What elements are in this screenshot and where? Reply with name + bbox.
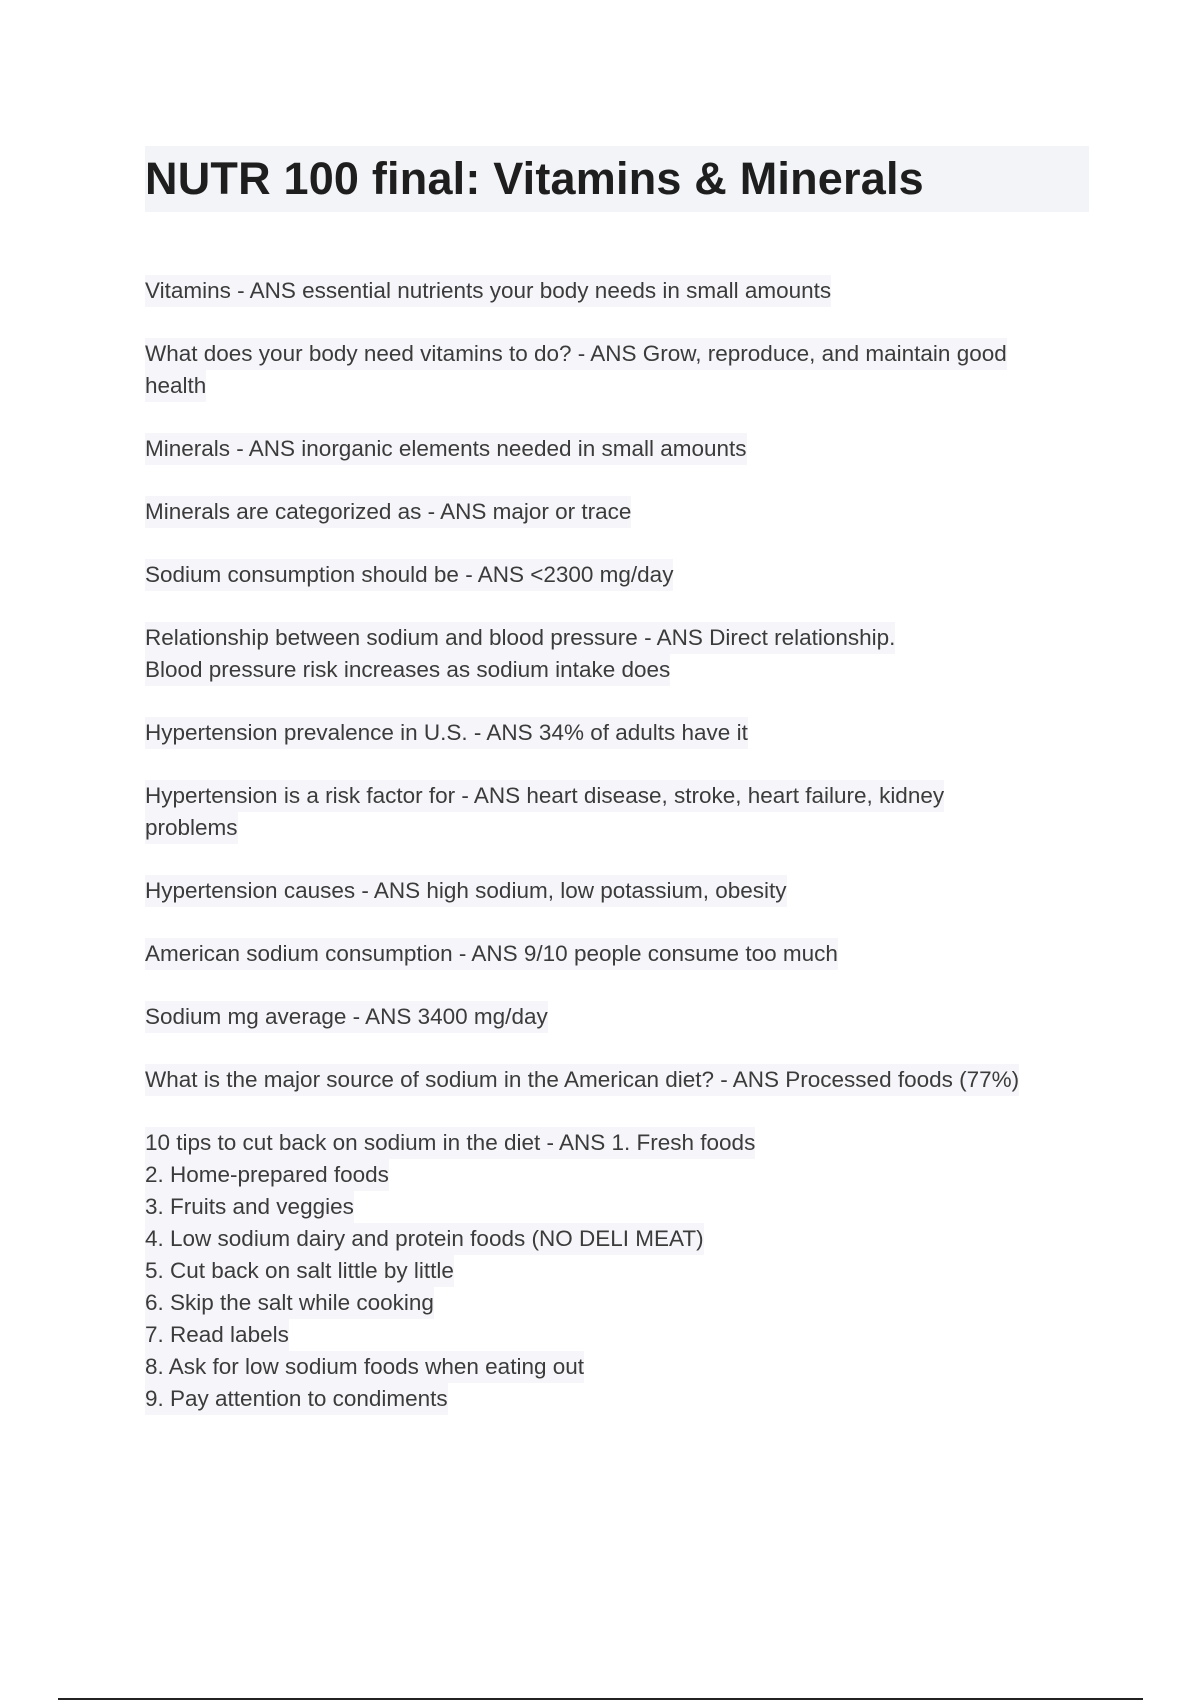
qa-item (145, 938, 1095, 970)
qa-line: What does your body need vitamins to do? - ANS Grow, reproduce, and maintain good (145, 338, 1007, 370)
qa-line: Minerals are categorized as - ANS major or trace (145, 496, 631, 528)
qa-line: problems (145, 812, 238, 844)
tip-line: 3. Fruits and veggies (145, 1191, 354, 1223)
qa-item (145, 875, 1095, 907)
tip-line: 2. Home-prepared foods (145, 1159, 389, 1191)
qa-item (145, 780, 1095, 844)
tip-line: 4. Low sodium dairy and protein foods (NO DELI MEAT) (145, 1223, 704, 1255)
tip-line: 5. Cut back on salt little by little (145, 1255, 454, 1287)
qa-line: Blood pressure risk increases as sodium intake does (145, 654, 670, 686)
tip-line: 6. Skip the salt while cooking (145, 1287, 434, 1319)
tip-line: 7. Read labels (145, 1319, 289, 1351)
qa-line: Sodium consumption should be - ANS <2300 mg/day (145, 559, 673, 591)
qa-line: What is the major source of sodium in the American diet? - ANS Processed foods (77%) (145, 1064, 1019, 1096)
qa-item (145, 433, 1095, 465)
title-block (145, 146, 1089, 212)
qa-line: Sodium mg average - ANS 3400 mg/day (145, 1001, 548, 1033)
qa-item (145, 1064, 1095, 1096)
qa-list (145, 275, 1095, 1446)
qa-item (145, 622, 1095, 686)
page-title: NUTR 100 final: Vitamins & Minerals (145, 153, 924, 204)
qa-line: Hypertension prevalence in U.S. - ANS 34% of adults have it (145, 717, 748, 749)
qa-item (145, 496, 1095, 528)
qa-line: Hypertension causes - ANS high sodium, low potassium, obesity (145, 875, 787, 907)
qa-line: Vitamins - ANS essential nutrients your body needs in small amounts (145, 275, 831, 307)
sodium-tips-item (145, 1127, 1095, 1415)
qa-item (145, 275, 1095, 307)
qa-item (145, 1001, 1095, 1033)
qa-item (145, 338, 1095, 402)
tip-line: 9. Pay attention to condiments (145, 1383, 448, 1415)
qa-item (145, 717, 1095, 749)
tip-line: 8. Ask for low sodium foods when eating out (145, 1351, 584, 1383)
qa-line: Hypertension is a risk factor for - ANS heart disease, stroke, heart failure, kidney (145, 780, 944, 812)
qa-line: Minerals - ANS inorganic elements needed in small amounts (145, 433, 747, 465)
qa-line: health (145, 370, 206, 402)
qa-item (145, 559, 1095, 591)
qa-line: Relationship between sodium and blood pressure - ANS Direct relationship. (145, 622, 895, 654)
qa-line: American sodium consumption - ANS 9/10 people consume too much (145, 938, 838, 970)
tip-line: 10 tips to cut back on sodium in the diet - ANS 1. Fresh foods (145, 1127, 755, 1159)
